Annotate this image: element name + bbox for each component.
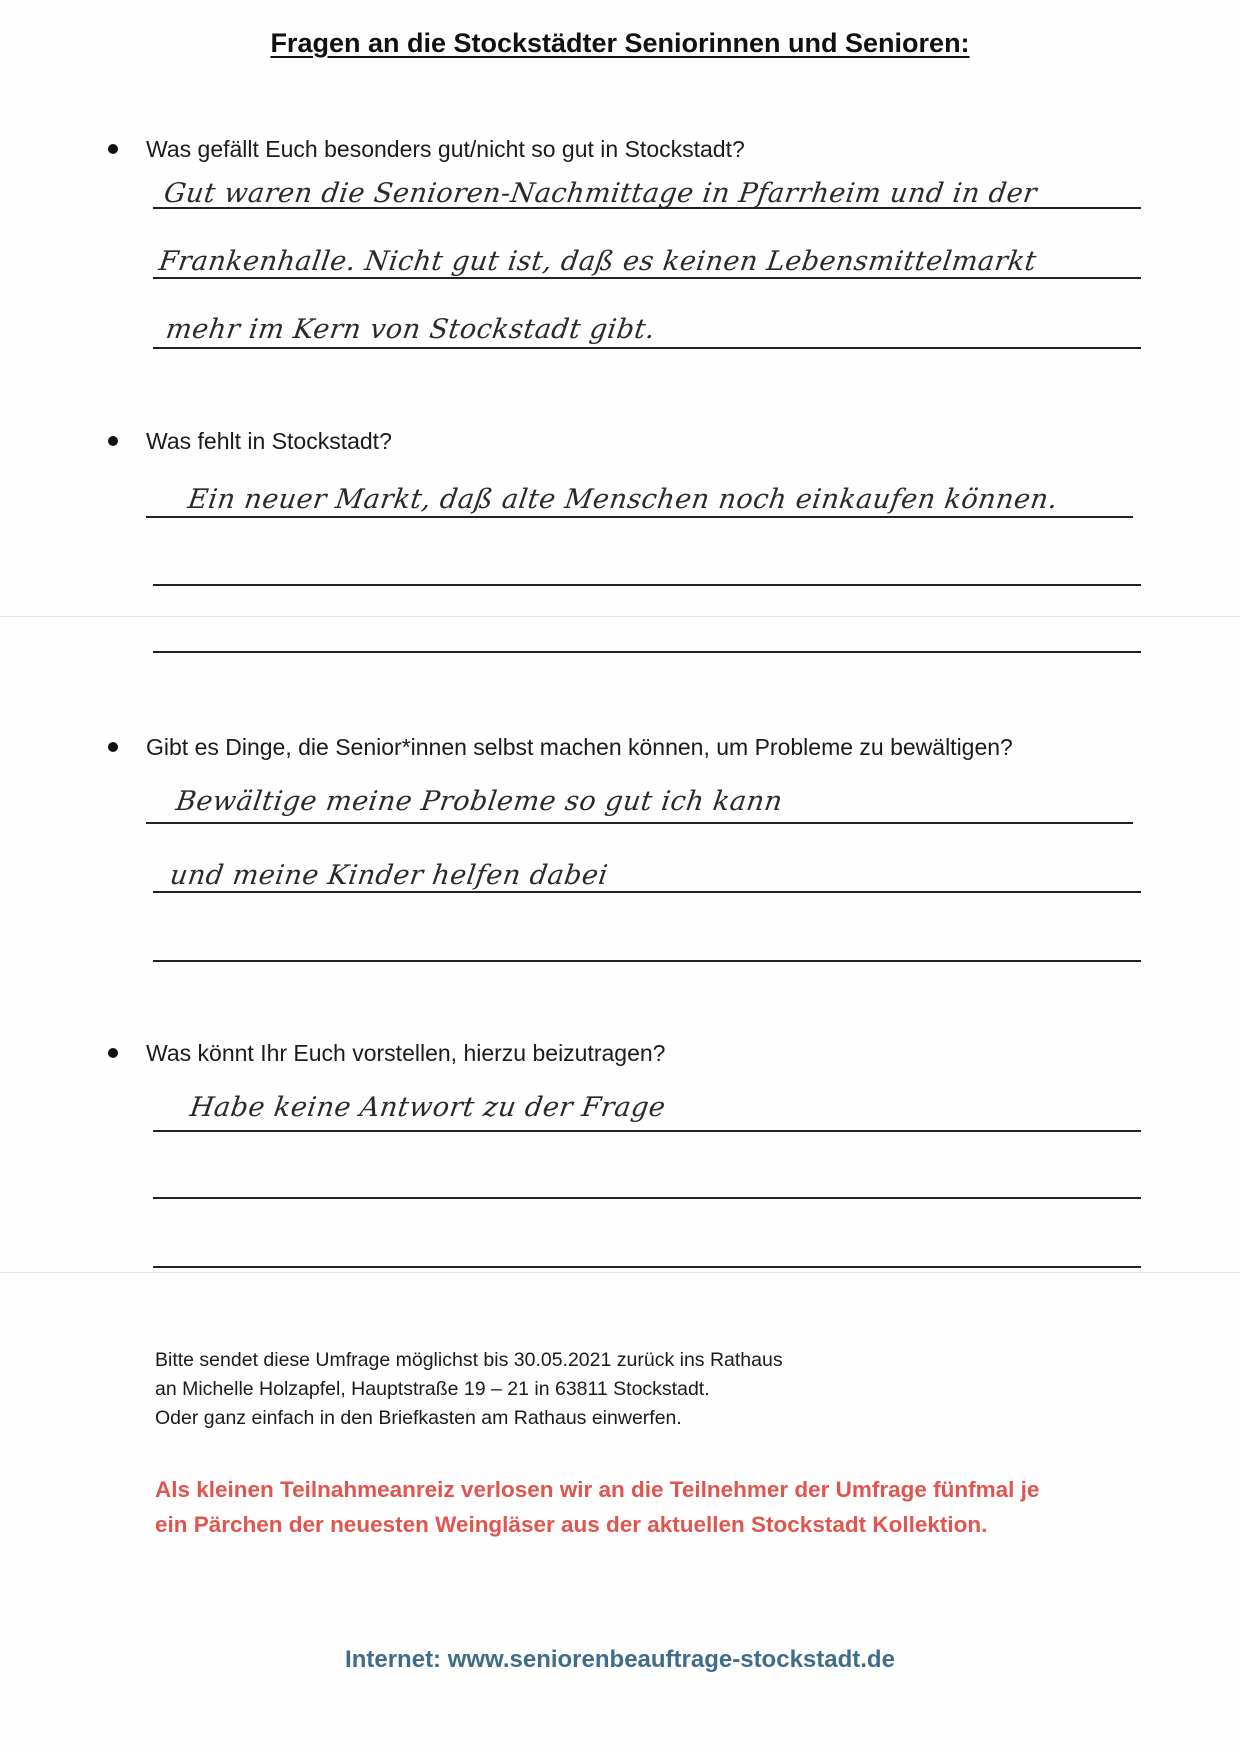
answer-line (153, 1130, 1141, 1132)
answer-1-line-2: Frankenhalle. Nicht gut ist, daß es keinen Lebensmittelmarkt (157, 246, 1039, 277)
return-instructions-line-1: Bitte sendet diese Umfrage möglichst bis 30.05.2021 zurück ins Rathaus (155, 1349, 783, 1371)
answer-line (153, 207, 1141, 209)
answer-line (153, 651, 1141, 653)
answer-line (146, 822, 1133, 824)
answer-line (153, 277, 1141, 279)
return-instructions-line-2: an Michelle Holzapfel, Hauptstraße 19 – 21 in 63811 Stockstadt. (155, 1378, 710, 1400)
answer-2-line-1: Ein neuer Markt, daß alte Menschen noch einkaufen können. (186, 484, 1060, 515)
answer-line (153, 584, 1141, 586)
question-2 (108, 428, 392, 455)
question-1-text: Was gefällt Euch besonders gut/nicht so gut in Stockstadt? (146, 136, 745, 162)
bullet-icon (108, 1048, 118, 1058)
answer-line (146, 516, 1133, 518)
answer-1-line-3: mehr im Kern von Stockstadt gibt. (164, 314, 658, 345)
question-4 (108, 1040, 665, 1067)
website-footer: Internet: www.seniorenbeauftrage-stockstadt.de (345, 1646, 895, 1673)
answer-1-line-1: Gut waren die Senioren-Nachmittage in Pfarrheim und in der (162, 178, 1039, 209)
answer-line (153, 891, 1141, 893)
return-instructions-line-3: Oder ganz einfach in den Briefkasten am Rathaus einwerfen. (155, 1407, 682, 1429)
incentive-notice (155, 1472, 1039, 1542)
question-1 (108, 136, 745, 163)
scan-fold-mark (0, 1272, 1240, 1273)
incentive-line-2: ein Pärchen der neuesten Weingläser aus der aktuellen Stockstadt Kollektion. (155, 1512, 988, 1537)
answer-line (153, 960, 1141, 962)
answer-line (153, 347, 1141, 349)
answer-line (153, 1197, 1141, 1199)
answer-line (153, 1266, 1141, 1268)
question-2-text: Was fehlt in Stockstadt? (146, 428, 392, 454)
incentive-line-1: Als kleinen Teilnahmeanreiz verlosen wir an die Teilnehmer der Umfrage fünfmal je (155, 1477, 1040, 1502)
bullet-icon (108, 436, 118, 446)
bullet-icon (108, 144, 118, 154)
answer-3-line-1: Bewältige meine Probleme so gut ich kann (174, 786, 785, 817)
scan-fold-mark (0, 616, 1240, 617)
answer-4-line-1: Habe keine Antwort zu der Frage (188, 1092, 668, 1123)
bullet-icon (108, 742, 118, 752)
question-3-text: Gibt es Dinge, die Senior*innen selbst machen können, um Probleme zu bewältigen? (146, 734, 1013, 760)
answer-3-line-2: und meine Kinder helfen dabei (168, 860, 610, 891)
page-title: Fragen an die Stockstädter Seniorinnen und Senioren: (270, 28, 970, 58)
question-3 (108, 734, 1013, 761)
question-4-text: Was könnt Ihr Euch vorstellen, hierzu beizutragen? (146, 1040, 666, 1066)
return-instructions (155, 1346, 783, 1433)
